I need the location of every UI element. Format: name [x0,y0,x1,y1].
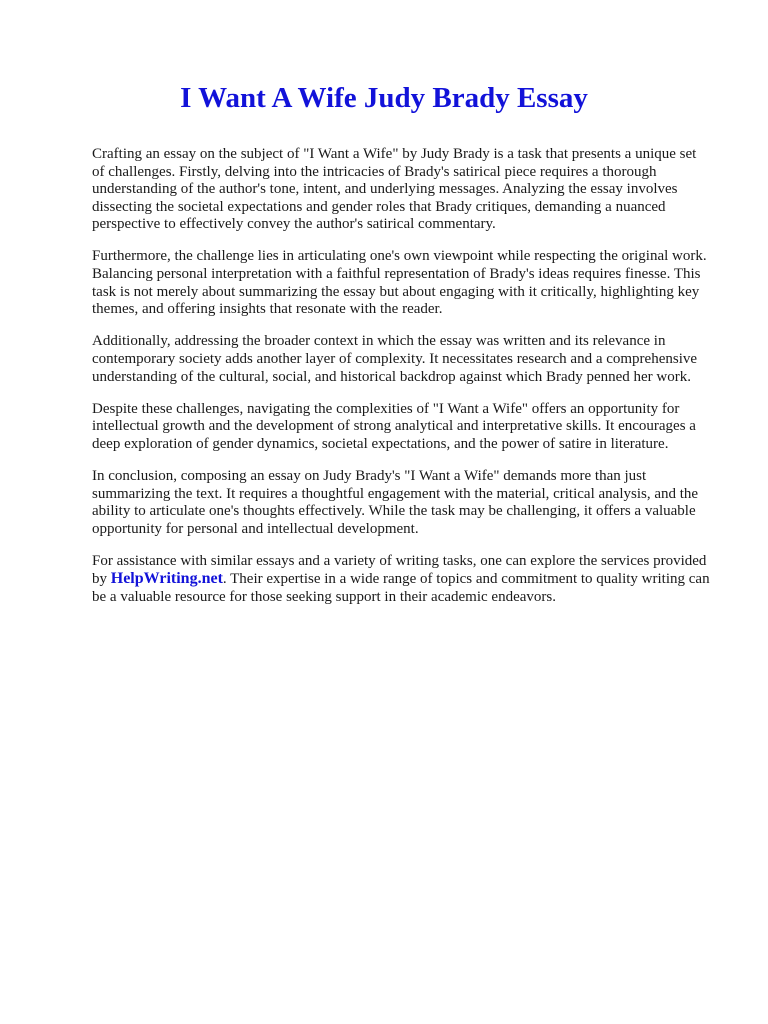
paragraph-6 [92,553,712,607]
paragraph-5: In conclusion, composing an essay on Judy Brady's "I Want a Wife" demands more than just summarizing the text. It requires a thoughtful engagement with the material, critical analysis, and the ability to articulate one's thoughts effectively. While the task may be challenging, it offers a valuable opportunity for personal and intellectual development. [92,467,699,537]
document-body [92,146,712,621]
paragraph-6-before-link: For assistance with similar essays and a variety of writing tasks, one can explore the services provided by [92,552,707,588]
paragraph-2: Furthermore, the challenge lies in articulating one's own viewpoint while respecting the original work. Balancing personal interpretation with a faithful representation of Brady's ideas requires finesse. This task is not merely about summarizing the essay but about engaging with it critically, highlighting key themes, and offering insights that resonate with the reader. [92,248,707,318]
helpwriting-link[interactable]: HelpWriting.net [110,570,223,588]
paragraph-1: Crafting an essay on the subject of "I Want a Wife" by Judy Brady is a task that presents a unique set of challenges. Firstly, delving into the intricacies of Brady's satirical piece requires a thorough understanding of the author's tone, intent, and underlying messages. Analyzing the essay involves dissecting the societal expectations and gender roles that Brady critiques, demanding a nuanced perspective to effectively convey the author's satirical commentary. [92,146,697,233]
paragraph-3: Additionally, addressing the broader context in which the essay was written and its relevance in contemporary society adds another layer of complexity. It necessitates research and a comprehensive understanding of the cultural, social, and historical backdrop against which Brady penned her work. [92,333,698,385]
document-title: I Want A Wife Judy Brady Essay [180,82,588,114]
paragraph-4: Despite these challenges, navigating the complexities of "I Want a Wife" offers an opportunity for intellectual growth and the development of strong analytical and interpretative skills. It encourages a deep exploration of gender dynamics, societal expectations, and the power of satire in literature. [92,400,696,452]
paragraph-6-after-link: . Their expertise in a wide range of topics and commitment to quality writing can be a valuable resource for those seeking support in their academic endeavors. [92,571,710,605]
